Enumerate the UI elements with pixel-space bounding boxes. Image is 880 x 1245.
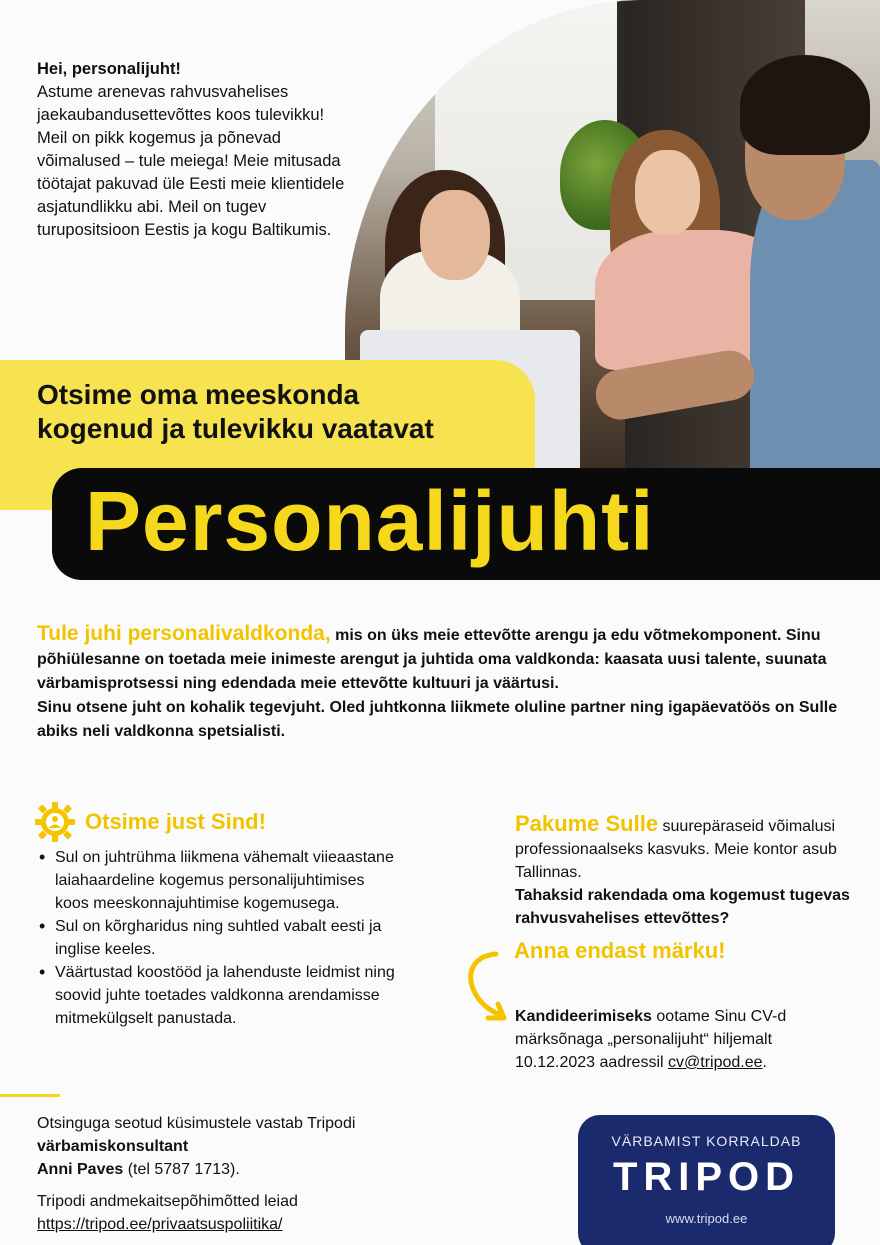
- curved-arrow-icon: [460, 948, 520, 1028]
- requirements-list: [37, 846, 397, 1030]
- application-info: [515, 1005, 855, 1074]
- contact-name: Anni Paves: [37, 1161, 124, 1178]
- offer-lead: Pakume Sulle: [515, 811, 659, 836]
- privacy-info: [37, 1190, 437, 1236]
- apply-lead: Kandideerimiseks: [515, 1008, 652, 1025]
- logo-url: www.tripod.ee: [665, 1211, 748, 1226]
- intro-body: Astume arenevas rahvusvahelises jaekaubandusettevõttes koos tulevikku! Meil on pikk kogemus ja põnevad võimalused – tule meiega! Meie mitusada töötajat pakuvad üle Eesti meie klientidele asjatundlikku abi. Meil on tugev turupositsioon Eestis ja kogu Baltikumis.: [37, 83, 345, 239]
- offer-question: Tahaksid rakendada oma kogemust tugevas rahvusvahelises ettevõttes?: [515, 887, 850, 927]
- tripod-logo: [578, 1115, 835, 1245]
- requirement-item: • Sul on juhtrühma liikmena vähemalt viieaastane laiahaardeline kogemus personalijuhtimises koos meeskonnajuhtimise kogemusega.: [37, 846, 397, 915]
- offer-body: suurepäraseid võimalusi professionaalseks kasvuks. Meie kontor asub Tallinnas.: [515, 818, 837, 881]
- requirement-item: • Sul on kõrgharidus ning suhtled vabalt eesti ja inglise keeles.: [37, 915, 397, 961]
- description-text-1: mis on üks meie ettevõtte arengu ja edu võtmekomponent. Sinu põhiülesanne on toetada meie inimeste arengut ja juhtida oma valdkonda: kaasata uusi talente, suunata värbamisprotsessi ning edendada meie ettevõtte kultuuri ja väärtusi.: [37, 627, 827, 692]
- apply-text: ootame Sinu CV-d märksõnaga „personalijuht“ hiljemalt 10.12.2023 aadressil: [515, 1008, 787, 1071]
- privacy-text: Tripodi andmekaitsepõhimõtted leiad: [37, 1193, 298, 1210]
- person-right-hair: [740, 55, 870, 155]
- person-left-face: [420, 190, 490, 280]
- apply-email-link[interactable]: cv@tripod.ee: [668, 1054, 763, 1071]
- headline-line-1: Otsime oma meeskonda: [37, 379, 360, 410]
- job-description: [37, 622, 847, 744]
- contact-text: Otsinguga seotud küsimustele vastab Tripodi: [37, 1115, 356, 1132]
- apply-end: .: [762, 1054, 767, 1071]
- job-title: Personalijuhti: [85, 474, 655, 568]
- requirement-item: • Väärtustad koostööd ja lahenduste leidmist ning soovid juhte toetades valdkonna arendamisse mitmekülgselt panustada.: [37, 961, 397, 1030]
- description-text-2: Sinu otsene juht on kohalik tegevjuht. Oled juhtkonna liikmete oluline partner ning igapäevatöös on Sulle abiks neli valdkonna spetsialisti.: [37, 699, 838, 740]
- contact-info: [37, 1112, 437, 1181]
- logo-tagline: VÄRBAMIST KORRALDAB: [611, 1133, 802, 1149]
- yellow-divider: [0, 1094, 60, 1097]
- gear-person-icon: [33, 800, 77, 844]
- contact-phone: (tel 5787 1713).: [123, 1161, 240, 1178]
- seeking-title: Otsime just Sind!: [85, 809, 266, 834]
- call-to-action: Anna endast märku!: [514, 938, 726, 963]
- privacy-link[interactable]: https://tripod.ee/privaatsuspoliitika/: [37, 1216, 283, 1233]
- intro-text: [37, 58, 347, 242]
- seeking-heading: [33, 800, 266, 844]
- logo-brand: TRIPOD: [612, 1155, 801, 1199]
- person-middle-face: [635, 150, 700, 235]
- contact-role: värbamiskonsultant: [37, 1138, 189, 1155]
- headline-line-2: kogenud ja tulevikku vaatavat: [37, 413, 434, 444]
- offer-text: [515, 812, 855, 930]
- headline: [37, 378, 537, 446]
- intro-greeting: Hei, personalijuht!: [37, 60, 181, 78]
- description-lead: Tule juhi personalivaldkonda,: [37, 622, 331, 645]
